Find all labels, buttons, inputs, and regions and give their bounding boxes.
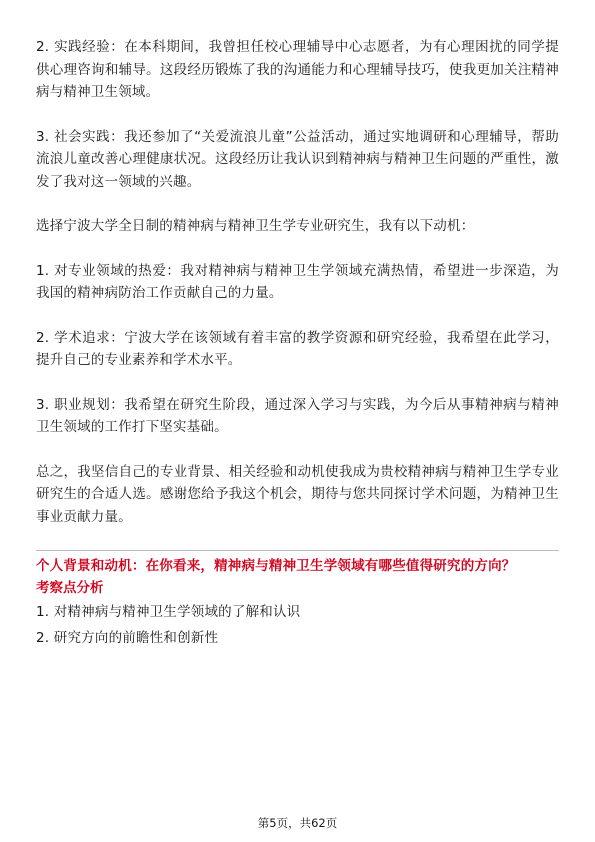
paragraph-motivation-academic: 2. 学术追求：宁波大学在该领域有着丰富的教学资源和研究经验，我希望在此学习，提升自己的专业素养和学术水平。 (36, 329, 559, 368)
document-page (36, 32, 559, 651)
section-divider (36, 550, 559, 551)
paragraph-conclusion: 总之，我坚信自己的专业背景、相关经验和动机使我成为贵校精神病与精神卫生学专业研究生的合适人选。感谢您给予我这个机会，期待与您共同探讨学术问题，为精神卫生事业贡献力量。 (36, 463, 559, 525)
analysis-title: 考察点分析 (36, 580, 104, 596)
page-number: 第5页，共62页 (257, 816, 338, 830)
paragraph-motivation-intro: 选择宁波大学全日制的精神病与精神卫生学专业研究生，我有以下动机： (36, 218, 475, 234)
analysis-item-2: 2. 研究方向的前瞻性和创新性 (36, 630, 219, 646)
interview-question: 个人背景和动机：在你看来，精神病与精神卫生学领域有哪些值得研究的方向？ (36, 558, 516, 574)
paragraph-motivation-passion: 1. 对专业领域的热爱：我对精神病与精神卫生学领域充满热情，希望进一步深造，为我国的精神病防治工作贡献自己的力量。 (36, 262, 559, 301)
analysis-item-1: 1. 对精神病与精神卫生学领域的了解和认识 (36, 604, 301, 620)
paragraph-motivation-career: 3. 职业规划：我希望在研究生阶段，通过深入学习与实践，为今后从事精神病与精神卫生领域的工作打下坚实基础。 (36, 396, 559, 435)
paragraph-practice-experience: 2. 实践经验：在本科期间，我曾担任校心理辅导中心志愿者，为有心理困扰的同学提供心理咨询和辅导。这段经历锻炼了我的沟通能力和心理辅导技巧，使我更加关注精神病与精神卫生领域。 (36, 39, 559, 100)
paragraph-social-practice: 3. 社会实践：我还参加了“关爱流浪儿童”公益活动，通过实地调研和心理辅导，帮助流浪儿童改善心理健康状况。这段经历让我认识到精神病与精神卫生问题的严重性，激发了我对这一领域的兴趣。 (36, 128, 559, 190)
